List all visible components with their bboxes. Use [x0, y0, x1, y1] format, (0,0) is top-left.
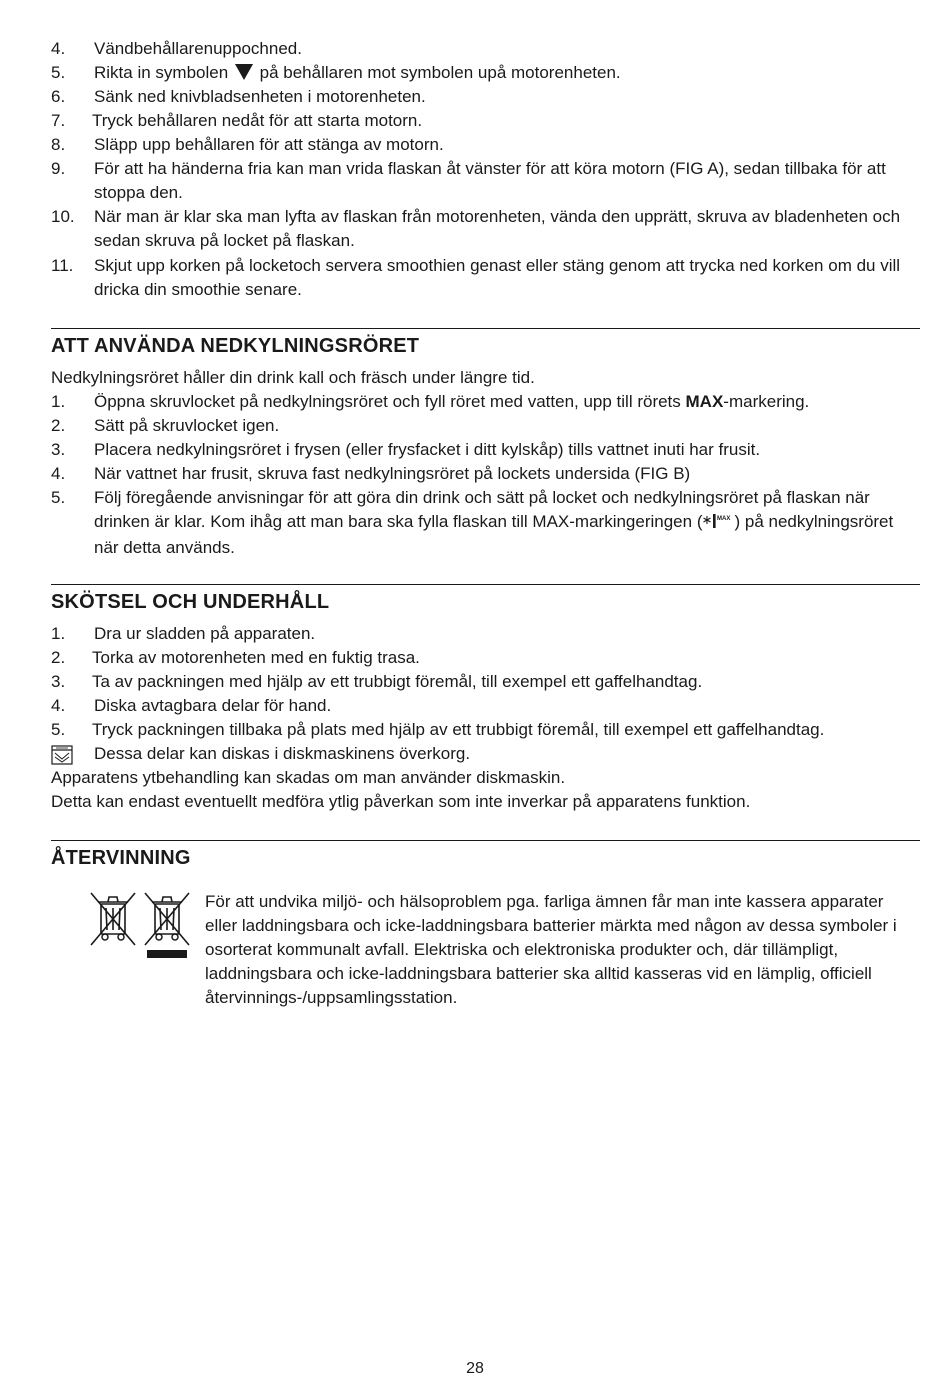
list-text: Vändbehållarenuppochned. — [94, 39, 302, 58]
section-divider — [51, 328, 920, 329]
section-heading-cooling: ATT ANVÄNDA NEDKYLNINGSRÖRET — [51, 335, 420, 357]
list-number: 2. — [51, 648, 66, 667]
list-number: 3. — [51, 672, 66, 691]
list-text-post: -markering. — [723, 392, 810, 411]
list-number: 3. — [51, 440, 66, 459]
list-number: 5. — [51, 63, 66, 82]
list-text: Placera nedkylningsröret i frysen (eller frysfacket i ditt kylskåp) tills vattnet inuti har frusit. — [94, 440, 761, 459]
list-text: Tryck packningen tillbaka på plats med hjälp av ett trubbigt föremål, till exempel ett gaffelhandtag. — [92, 720, 825, 739]
list-text: När man är klar ska man lyfta av flaskan från motorenheten, vända den upprätt, skruva av bladenheten och sedan skruva på locket på flaskan. — [94, 207, 901, 250]
list-number: 2. — [51, 416, 66, 435]
list-text: För att ha händerna fria kan man vrida flaskan åt vänster för att köra motorn (FIG A), sedan tillbaka för att stoppa den. — [94, 159, 886, 202]
dishwasher-note: Dessa delar kan diskas i diskmaskinens överkorg. — [94, 744, 471, 763]
list-text: Släpp upp behållaren för att stänga av motorn. — [94, 135, 444, 154]
list-text-post: på behållaren mot symbolen upå motorenheten. — [254, 63, 621, 82]
section-heading-care: SKÖTSEL OCH UNDERHÅLL — [51, 591, 330, 613]
list-number: 4. — [51, 696, 66, 715]
section-divider — [51, 584, 920, 585]
list-text: Skjut upp korken på locketoch servera smoothien genast eller stäng genom att trycka ned korken om du vill dricka din smoothie senare. — [94, 256, 901, 299]
list-text: När vattnet har frusit, skruva fast nedkylningsröret på lockets undersida (FIG B) — [94, 464, 691, 483]
weee-crossed-bin-bar-icon — [141, 890, 193, 967]
list-number: 1. — [51, 392, 66, 411]
list-number: 7. — [51, 111, 66, 130]
list-number: 9. — [51, 159, 66, 178]
list-text-post: ) på nedkylningsröret när detta används. — [94, 512, 894, 557]
list-text — [94, 486, 916, 560]
list-text: Tryck behållaren nedåt för att starta motorn. — [92, 111, 423, 130]
list-number: 4. — [51, 464, 66, 483]
list-text-pre: Öppna skruvlocket på nedkylningsröret och fyll röret med vatten, upp till rörets — [94, 392, 686, 411]
list-text: Sänk ned knivbladsenheten i motorenheten. — [94, 87, 426, 106]
snowflake-max-icon — [702, 512, 734, 536]
list-number: 11. — [51, 256, 74, 275]
page-number: 28 — [466, 1360, 484, 1377]
weee-crossed-bin-icon — [88, 890, 138, 953]
list-number: 4. — [51, 39, 66, 58]
list-text — [94, 390, 930, 414]
recycling-text: För att undvika miljö- och hälsoproblem pga. farliga ämnen får man inte kassera apparater eller laddningsbara och icke-laddningsbara batterier märkta med någon av dessa symboler i osorterat kommunalt avfall. Elektriska och elektroniska produkter och, där tillämpligt, laddningsbara och icke-laddningsbara batterier ska alltid kasseras vid en lämplig, officiell återvinnings-/uppsamlingsstation. — [205, 892, 897, 1007]
list-text: Diska avtagbara delar för hand. — [94, 696, 332, 715]
down-triangle-icon — [235, 64, 253, 80]
care-note-1: Apparatens ytbehandling kan skadas om man använder diskmaskin. — [51, 768, 566, 787]
list-text-pre: Följ föregående anvisningar för att göra din drink och sätt på locket och nedkylningsröret på flaskan när drinken är klar. Kom ihåg att man bara ska fylla flaskan till MAX-markingeringen ( — [94, 488, 870, 531]
list-text-pre: Rikta in symbolen — [94, 63, 233, 82]
list-number: 5. — [51, 488, 66, 507]
list-number: 1. — [51, 624, 66, 643]
list-number: 10. — [51, 207, 75, 226]
list-number: 6. — [51, 87, 66, 106]
list-text: Ta av packningen med hjälp av ett trubbigt föremål, till exempel ett gaffelhandtag. — [92, 672, 703, 691]
section-heading-recycling: ÅTERVINNING — [51, 847, 191, 869]
section-divider — [51, 840, 920, 841]
care-note-2: Detta kan endast eventuellt medföra ytlig påverkan som inte inverkar på apparatens funktion. — [51, 792, 751, 811]
section-intro: Nedkylningsröret håller din drink kall och fräsch under längre tid. — [51, 368, 535, 387]
list-text — [94, 61, 930, 85]
max-bold-label: MAX — [685, 392, 724, 411]
list-number: 5. — [51, 720, 66, 739]
list-number: 8. — [51, 135, 66, 154]
list-text: Torka av motorenheten med en fuktig trasa. — [92, 648, 420, 667]
snowflake-max-label: MAX — [717, 516, 731, 522]
list-text: Sätt på skruvlocket igen. — [94, 416, 280, 435]
list-text: Dra ur sladden på apparaten. — [94, 624, 316, 643]
